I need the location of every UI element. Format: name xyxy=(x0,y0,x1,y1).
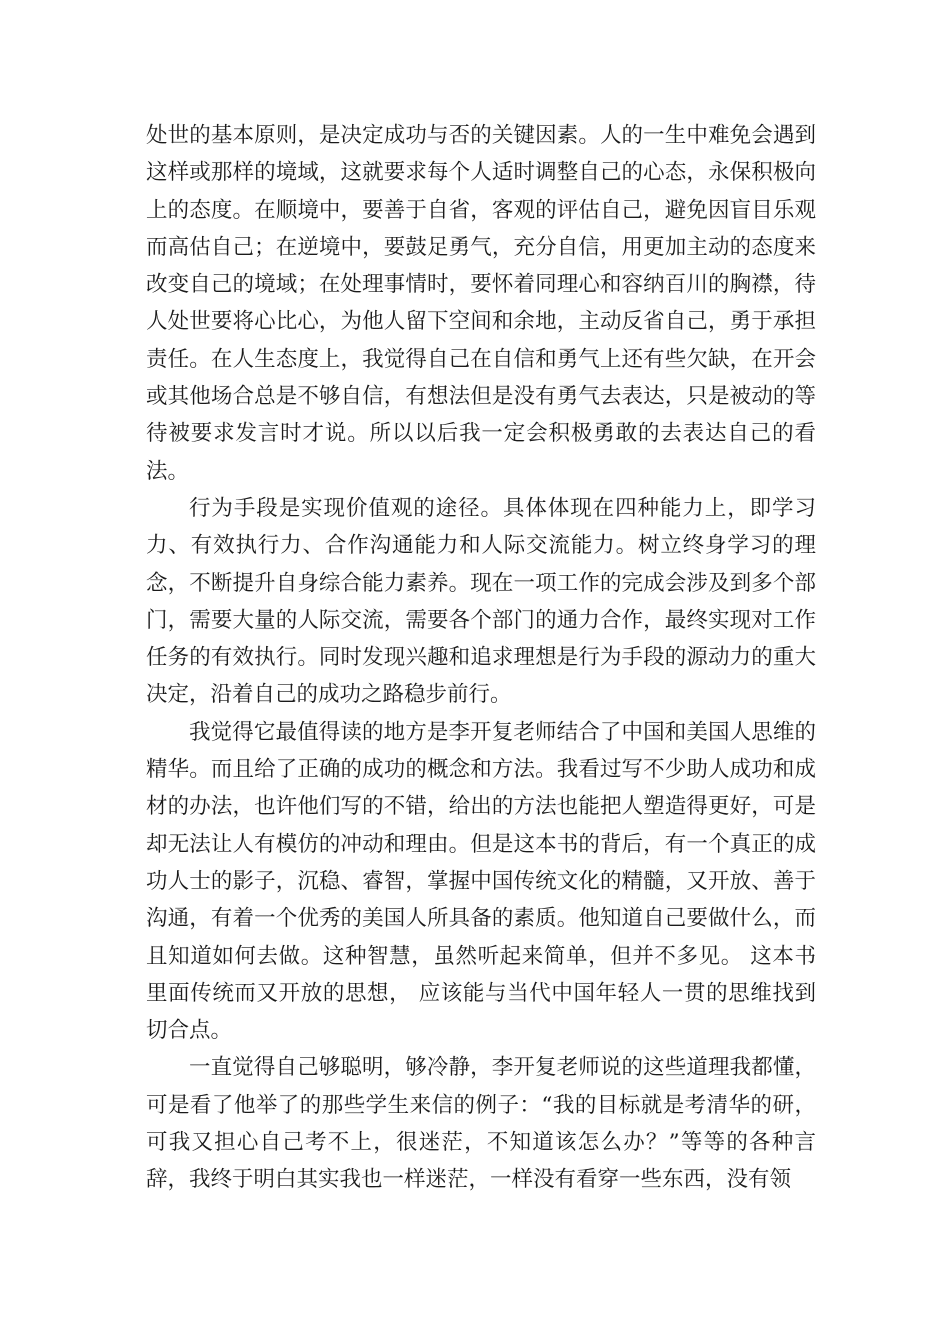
paragraph-4: 一直觉得自己够聪明，够冷静，李开复老师说的这些道理我都懂，可是看了他举了的那些学生来信的例子：“我的目标就是考清华的研，可我又担心自己考不上，很迷茫，不知道该怎么办？”等等的各种言辞，我终于明白其实我也一样迷茫，一样没有看穿一些东西，没有领 xyxy=(146,1055,816,1193)
paragraph-1: 处世的基本原则，是决定成功与否的关键因素。人的一生中难免会遇到这样或那样的境域，这就要求每个人适时调整自己的心态，永保积极向上的态度。在顺境中，要善于自省，客观的评估自己，避免因盲目乐观而高估自己；在逆境中，要鼓足勇气，充分自信，用更加主动的态度来改变自己的境域；在处理事情时，要怀着同理心和容纳百川的胸襟，待人处世要将心比心，为他人留下空间和余地，主动反省自己，勇于承担责任。在人生态度上，我觉得自己在自信和勇气上还有些欠缺，在开会或其他场合总是不够自信，有想法但是没有勇气去表达，只是被动的等待被要求发言时才说。所以以后我一定会积极勇敢的去表达自己的看法。 xyxy=(146,123,816,484)
paragraph-3: 我觉得它最值得读的地方是李开复老师结合了中国和美国人思维的精华。而且给了正确的成功的概念和方法。我看过写不少助人成功和成材的办法，也许他们写的不错，给出的方法也能把人塑造得更好，可是却无法让人有模仿的冲动和理由。但是这本书的背后，有一个真正的成功人士的影子，沉稳、睿智，掌握中国传统文化的精髓，又开放、善于沟通，有着一个优秀的美国人所具备的素质。他知道自己要做什么，而且知道如何去做。这种智慧，虽然听起来简单，但并不多见。 这本书里面传统而又开放的思想， 应该能与当代中国年轻人一贯的思维找到切合点。 xyxy=(146,719,816,1044)
paragraph-2: 行为手段是实现价值观的途径。具体体现在四种能力上，即学习力、有效执行力、合作沟通能力和人际交流能力。树立终身学习的理念，不断提升自身综合能力素养。现在一项工作的完成会涉及到多个部门，需要大量的人际交流，需要各个部门的通力合作，最终实现对工作任务的有效执行。同时发现兴趣和追求理想是行为手段的源动力的重大决定，沿着自己的成功之路稳步前行。 xyxy=(146,495,816,708)
document-body xyxy=(146,117,816,1199)
